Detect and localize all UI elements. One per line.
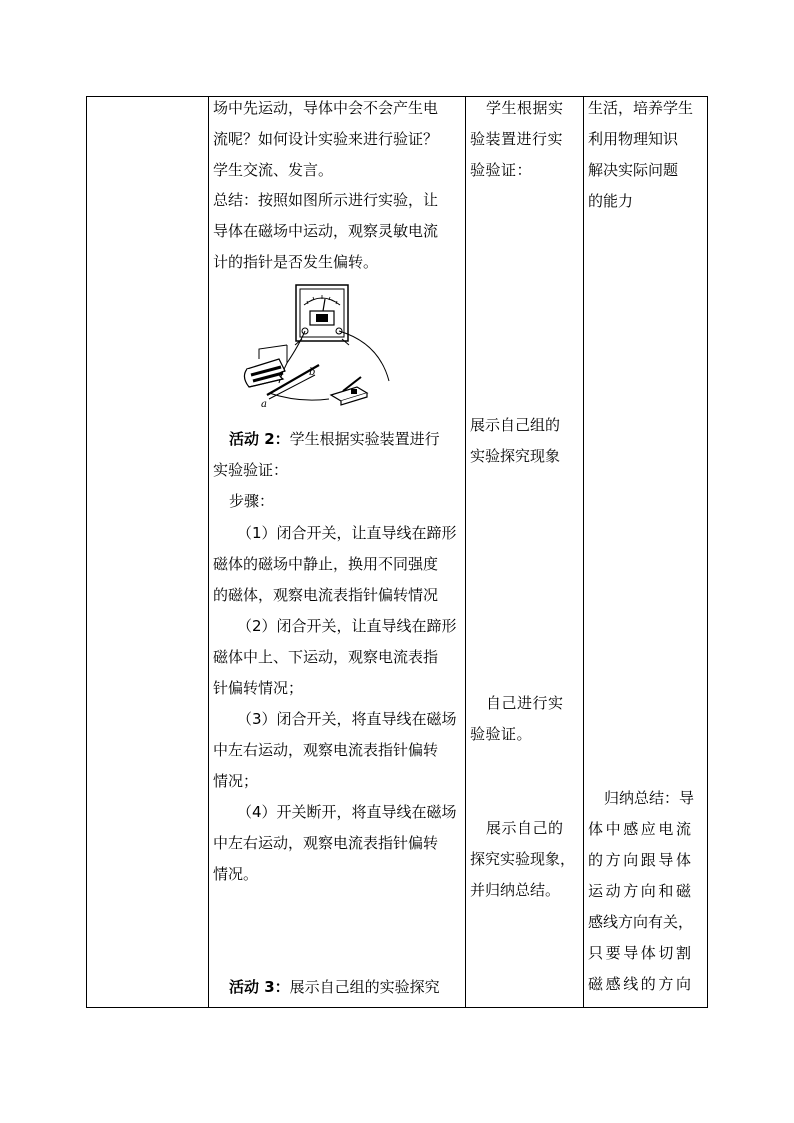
- text-line: 流呢？如何设计实验来进行验证？: [213, 130, 439, 148]
- lesson-table: [86, 96, 708, 1008]
- text-line: 学生根据实验装置进行: [289, 430, 440, 448]
- activity-3-title: 活动 3：: [229, 978, 290, 996]
- student-activity-cell: [470, 97, 588, 1007]
- text-line: 的磁体，观察电流表指针偏转情况: [213, 586, 439, 604]
- text-line: 验验证。: [470, 725, 533, 743]
- student-block-1: [470, 93, 588, 186]
- switch-figure: [331, 377, 367, 405]
- text-line: 并归纳总结。: [470, 881, 561, 899]
- design-intent-cell: [588, 97, 711, 1007]
- text-line: 自己进行实: [486, 694, 564, 712]
- text-line: 场中先运动，导体中会不会产生电: [213, 99, 439, 117]
- experiment-apparatus-figure: [239, 283, 409, 413]
- text-line: 生活，培养学生: [588, 99, 694, 117]
- text-line: 中左右运动，观察电流表指针偏转: [213, 741, 439, 759]
- text-line: 实验验证：: [213, 461, 289, 479]
- student-block-2: [470, 410, 588, 472]
- text-line: 的能力: [588, 192, 634, 210]
- intro-paragraph: [213, 93, 469, 186]
- student-block-4: [470, 813, 588, 906]
- text-line: 的方向跟导体: [588, 851, 694, 869]
- steps-label: 步骤：: [229, 492, 275, 510]
- text-line: 学生交流、发言。: [213, 161, 334, 179]
- summary-paragraph: [213, 185, 469, 278]
- text-line: 验装置进行实: [470, 130, 564, 148]
- label-b: b: [309, 367, 316, 378]
- text-line: 学生根据实: [486, 99, 564, 117]
- text-line: 体中感应电流: [588, 820, 694, 838]
- label-a: a: [261, 399, 267, 410]
- text-line: 归纳总结：导: [604, 789, 695, 807]
- activity-2-heading: [213, 424, 469, 517]
- step-4: [213, 797, 469, 890]
- text-line: 情况；: [213, 772, 259, 790]
- step-2: [213, 611, 469, 704]
- text-line: （2）闭合开关，让直导线在蹄形: [237, 617, 457, 635]
- text-line: 展示自己组的: [470, 416, 561, 434]
- teacher-activity-cell: [213, 97, 469, 1007]
- text-line: 情况。: [213, 865, 259, 883]
- text-line: 运动方向和磁: [588, 882, 694, 900]
- text-line: 针偏转情况；: [213, 679, 304, 697]
- activity-3-heading: [213, 972, 469, 1003]
- step-3: [213, 704, 469, 797]
- text-line: 导体在磁场中运动，观察灵敏电流: [213, 222, 439, 240]
- text-line: 中左右运动，观察电流表指针偏转: [213, 834, 439, 852]
- text-line: 展示自己组的实验探究: [289, 978, 440, 996]
- horseshoe-magnet-figure: [244, 345, 287, 387]
- student-block-3: [470, 688, 588, 750]
- text-line: 验验证：: [470, 161, 533, 179]
- text-line: 磁体的磁场中静止，换用不同强度: [213, 555, 439, 573]
- column-divider: [208, 97, 209, 1007]
- text-line: 只要导体切割: [588, 944, 694, 962]
- text-line: 利用物理知识: [588, 130, 679, 148]
- intent-block-1: [588, 93, 711, 217]
- text-line: 计的指针是否发生偏转。: [213, 253, 379, 271]
- text-line: 感线方向有关，: [588, 913, 694, 931]
- text-line: 解决实际问题: [588, 161, 679, 179]
- text-line: 磁体中上、下运动，观察电流表指: [213, 648, 439, 666]
- activity-2-title: 活动 2：: [229, 430, 290, 448]
- text-line: （1）闭合开关，让直导线在蹄形: [237, 524, 457, 542]
- text-line: 实验探究现象: [470, 447, 561, 465]
- text-line: 探究实验现象，: [470, 850, 576, 868]
- text-line: 展示自己的: [486, 819, 564, 837]
- text-line: （4）开关断开，将直导线在磁场: [237, 803, 457, 821]
- text-line: 总结：按照如图所示进行实验，让: [213, 191, 439, 209]
- text-line: （3）闭合开关，将直导线在磁场: [237, 710, 457, 728]
- intent-block-2: [588, 783, 711, 1000]
- text-line: 磁感线的方向: [588, 975, 694, 993]
- step-1: [213, 518, 469, 611]
